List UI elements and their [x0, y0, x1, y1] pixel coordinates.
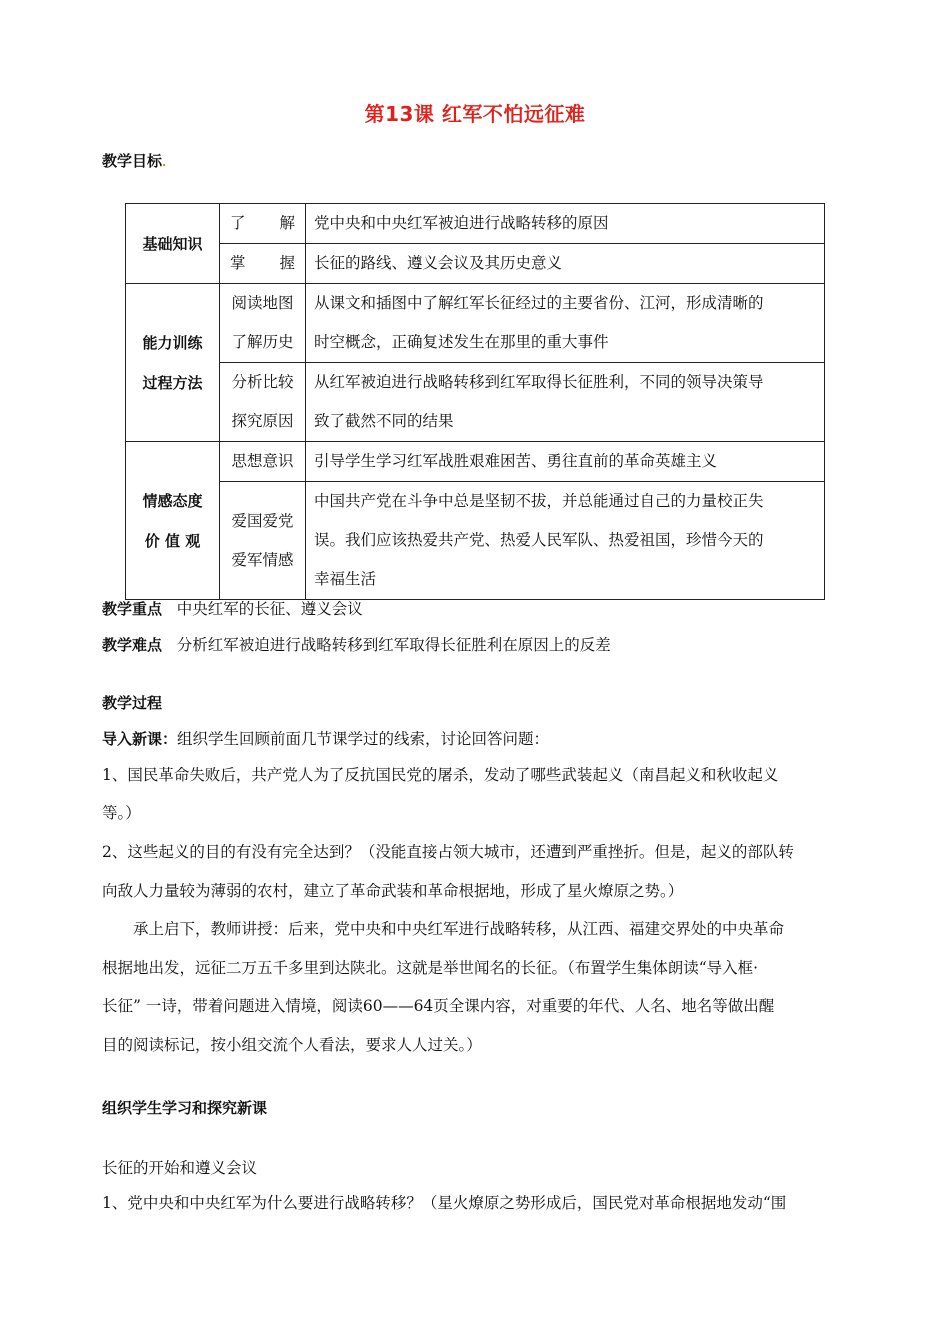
paragraph-line: 长征” 一诗，带着问题进入情境，阅读60——64页全课内容，对重要的年代、人名、地名等做出醒 — [102, 997, 775, 1015]
question-1-line: 1、国民革命失败后，共产党人为了反抗国民党的屠杀，发动了哪些武装起义（南昌起义和秋收起义 — [102, 766, 779, 784]
intro-line: 导入新课：组织学生回顾前面几节课学过的线索，讨论回答问题： — [102, 730, 550, 748]
row-text: 党中央和中央红军被迫进行战略转移的原因 — [306, 204, 825, 244]
new-lesson-heading: 组织学生学习和探究新课 — [102, 1099, 268, 1117]
paragraph-line: 根据地出发，远征二万五千多里到达陕北。这就是举世闻名的长征。（布置学生集体朗读“导入框· — [102, 959, 759, 977]
row-text: 中国共产党在斗争中总是坚韧不拔，并总能通过自己的力量校正失 误。我们应该热爱共产党、热爱人民军队、热爱祖国，珍惜今天的 幸福生活 — [306, 482, 825, 600]
row-text: 从红军被迫进行战略转移到红军取得长征胜利，不同的领导决策导 致了截然不同的结果 — [306, 363, 825, 442]
row-label: 阅读地图 了解历史 — [220, 284, 306, 363]
objectives-heading: 教学目标. — [102, 152, 167, 170]
key-point: 教学重点 中央红军的长征、遵义会议 — [102, 600, 363, 618]
row-label: 爱国爱党 爱军情感 — [220, 482, 306, 600]
difficulty: 教学难点 分析红军被迫进行战略转移到红军取得长征胜利在原因上的反差 — [102, 636, 611, 654]
row-text: 从课文和插图中了解红军长征经过的主要省份、江河，形成清晰的 时空概念，正确复述发生在那里的重大事件 — [306, 284, 825, 363]
row-label: 了 解 — [220, 204, 306, 244]
category-ability-training: 能力训练 过程方法 — [126, 284, 220, 442]
row-label: 掌 握 — [220, 244, 306, 284]
process-heading: 教学过程 — [102, 694, 163, 712]
section-title: 长征的开始和遵义会议 — [102, 1159, 258, 1177]
paragraph-line: 承上启下，教师讲授：后来，党中央和中央红军进行战略转移，从江西、福建交界处的中央革命 — [133, 920, 785, 938]
section-question-1: 1、党中央和中央红军为什么要进行战略转移？（星火燎原之势形成后，国民党对革命根据地发动“围 — [102, 1194, 787, 1212]
objectives-table — [125, 203, 825, 600]
paragraph-line: 目的阅读标记，按小组交流个人看法，要求人人过关。） — [102, 1036, 482, 1054]
category-basic-knowledge: 基础知识 — [126, 204, 220, 284]
question-1-line: 等。） — [102, 804, 141, 822]
row-text: 引导学生学习红军战胜艰难困苦、勇往直前的革命英雄主义 — [306, 442, 825, 482]
category-emotion-values: 情感态度 价 值 观 — [126, 442, 220, 600]
page-title: 第13课 红军不怕远征难 — [364, 102, 586, 126]
question-2-line: 2、这些起义的目的有没有完全达到？（没能直接占领大城市，还遭到严重挫折。但是，起义的部队转 — [102, 843, 794, 861]
row-label: 分析比较 探究原因 — [220, 363, 306, 442]
row-label: 思想意识 — [220, 442, 306, 482]
question-2-line: 向敌人力量较为薄弱的农村，建立了革命武装和革命根据地，形成了星火燎原之势。） — [102, 882, 684, 900]
row-text: 长征的路线、遵义会议及其历史意义 — [306, 244, 825, 284]
